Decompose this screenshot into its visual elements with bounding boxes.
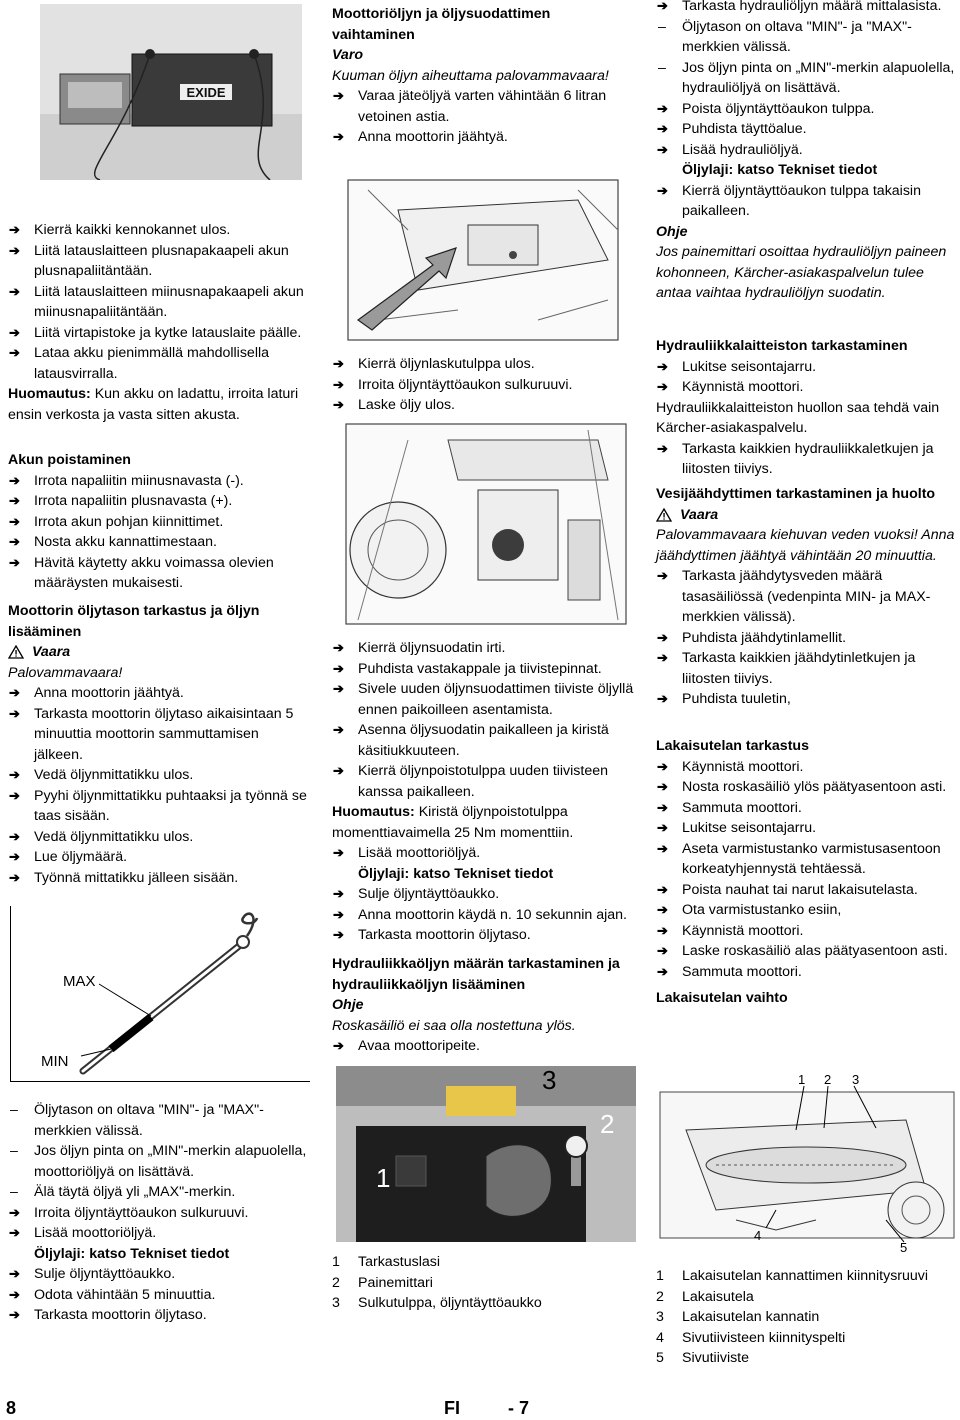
drain-steps (332, 354, 634, 416)
section-heading: Akun poistaminen (8, 452, 131, 468)
engine-oil-drain-figure (338, 170, 628, 350)
note-text: Kun akku on ladattu, irroita laturi ensin verkosta ja vasta sitten akusta. (8, 386, 299, 423)
legend-text: Sivutiiviste (682, 1350, 750, 1366)
note-label: Huomautus: (8, 386, 91, 402)
section-heading: Lakaisutelan tarkastus (656, 738, 809, 754)
svg-text:EXIDE: EXIDE (186, 85, 226, 100)
page-number-left: 8 (6, 1398, 17, 1418)
step-item: ➔ Irroita öljyntäyttöaukon sulkuruuvi. (8, 1203, 308, 1224)
step-item: ➔ Lukitse seisontajarru. (656, 818, 958, 839)
oil-type-note: Öljylaji: katso Tekniset tiedot (34, 1245, 230, 1262)
step-item: ➔ Vedä öljynmittatikku ulos. (8, 827, 308, 848)
callout-2: 2 (824, 1072, 832, 1087)
legend-number: 2 (656, 1288, 664, 1305)
legend-number: 1 (656, 1268, 664, 1284)
warning-text: Palovammavaara! (8, 664, 123, 681)
step-item: ➔ Lisää moottoriöljyä. (8, 1223, 308, 1244)
step-item: ➔ Vedä öljynmittatikku ulos. (8, 765, 308, 786)
step-item: ➔ Liitä virtapistoke ja kytke latauslaite päälle. (8, 323, 308, 344)
legend-item (332, 1273, 634, 1294)
step-item: ➔ Asenna öljysuodatin paikalleen ja kiristä käsitiukkuuteen. (332, 720, 634, 761)
warning-text: Palovammavaara kiehuvan veden vuoksi! Anna jäähdyttimen jäähtyä vähintään 20 minuuttia. (656, 527, 955, 564)
legend-number: 1 (332, 1254, 340, 1270)
note-text: Kiristä öljynpoistotulppa momenttiavaimella 25 Nm momenttiin. (332, 804, 574, 841)
step-item: ➔ Irrota napaliitin plusnavasta (+). (8, 491, 308, 512)
step-item: ➔ Irrota akun pohjan kiinnittimet. (8, 512, 308, 533)
legend-item (332, 1252, 634, 1273)
step-item: ➔ Puhdista tuuletin, (656, 689, 958, 710)
step-item: ➔ Lue öljymäärä. (8, 847, 308, 868)
caution-text: Kuuman öljyn aiheuttama palovammavaara! (332, 67, 609, 84)
oil-change-section (332, 4, 634, 148)
dash-item: – Jos öljyn pinta on „MIN"-merkin alapuolella, hydrauliöljyä on lisättävä. (656, 58, 958, 99)
legend-text: Painemittari (358, 1274, 433, 1291)
step-item: ➔ Kierrä öljynsuodatin irti. (332, 638, 634, 659)
step-item: ➔ Liitä latauslaitteen plusnapakaapeli akun plusnapaliitäntään. (8, 241, 308, 282)
step-item: ➔ Laske roskasäiliö alas päätyasentoon asti. (656, 941, 958, 962)
step-item: ➔ Tarkasta jäähdytysveden määrä tasasäiliössä (vedenpinta MIN- ja MAX-merkkien välissä). (656, 566, 958, 628)
note-paragraph (8, 384, 308, 425)
step-item: ➔ Nosta akku kannattimestaan. (8, 532, 308, 553)
oil-type-note: Öljylaji: katso Tekniset tiedot (358, 865, 554, 882)
step-item: ➔ Tarkasta hydrauliöljyn määrä mittalasista. (656, 0, 958, 17)
note-text: Roskasäiliö ei saa olla nostettuna ylös. (332, 1017, 576, 1034)
step-item: ➔ Aseta varmistustanko varmistusasentoon korkeatyhjennystä tehtäessä. (656, 839, 958, 880)
hydraulic-tank-image (336, 1066, 636, 1242)
battery-charger-photo (40, 4, 302, 180)
section-heading: Hydrauliikkaöljyn määrän tarkastaminen ja hydrauliikkaöljyn lisääminen (332, 956, 620, 993)
callout-4: 4 (754, 1228, 762, 1243)
dipstick-figure (10, 906, 310, 1082)
callout-3: 3 (542, 1066, 557, 1095)
legend-item (656, 1287, 958, 1308)
section-heading: Hydrauliikkalaitteiston tarkastaminen (656, 338, 908, 354)
dash-item: – Älä täytä öljyä yli „MAX"-merkin. (8, 1182, 308, 1203)
section-heading: Lakaisutelan vaihto (656, 990, 788, 1006)
dash-item: – Jos öljyn pinta on „MIN"-merkin alapuolella, moottoriöljyä on lisättävä. (8, 1141, 308, 1182)
hydraulic-system-section (656, 336, 958, 480)
step-item: ➔ Pyyhi öljynmittatikku puhtaaksi ja työnnä se taas sisään. (8, 786, 308, 827)
step-item: ➔ Sivele uuden öljynsuodattimen tiiviste öljyllä ennen paikoilleen asentamista. (332, 679, 634, 720)
step-item: ➔ Tarkasta moottorin öljytaso. (332, 925, 634, 946)
brush-check-section (656, 736, 958, 1009)
dipstick-max-label: MAX (63, 973, 96, 990)
section-heading: Moottoriöljyn ja öljysuodattimen vaihtaminen (332, 6, 551, 43)
step-item: ➔ Anna moottorin käydä n. 10 sekunnin ajan. (332, 905, 634, 926)
callout-5: 5 (900, 1240, 908, 1255)
warning-label: Vaara (680, 506, 719, 523)
step-item: ➔ Lataa akku pienimmällä mahdollisella latausvirralla. (8, 343, 308, 384)
step-item: ➔ Sulje öljyntäyttöaukko. (8, 1264, 308, 1285)
step-item: ➔ Tarkasta kaikkien hydrauliikkaletkujen ja liitosten tiiviys. (656, 439, 958, 480)
callout-1: 1 (376, 1163, 391, 1193)
charging-steps (8, 220, 308, 425)
caution-label: Varo (332, 47, 364, 63)
legend-item (656, 1266, 958, 1287)
legend-number: 3 (332, 1295, 340, 1311)
callout-2: 2 (600, 1109, 615, 1139)
section-heading: Moottorin öljytason tarkastus ja öljyn lisääminen (8, 603, 260, 640)
legend-text: Sivutiivisteen kiinnityspelti (682, 1329, 846, 1346)
note-label: Huomautus: (332, 804, 415, 820)
oil-check-section (8, 601, 308, 888)
page-number-right: - 7 (508, 1398, 530, 1418)
step-item: ➔ Kierrä öljyntäyttöaukon tulppa takaisin paikalleen. (656, 181, 958, 222)
callout-1: 1 (798, 1072, 806, 1087)
battery-removal-section (8, 450, 308, 594)
brush-legend (656, 1266, 958, 1369)
note-paragraph (332, 802, 634, 843)
step-item: ➔ Sulje öljyntäyttöaukko. (332, 884, 634, 905)
hydraulic-check-steps (656, 0, 958, 304)
legend-text: Sulkutulppa, öljyntäyttöaukko (358, 1295, 542, 1311)
step-item: ➔ Käynnistä moottori. (656, 921, 958, 942)
legend-item (656, 1348, 958, 1369)
dipstick-min-label: MIN (41, 1053, 69, 1070)
warning-label: Vaara (32, 644, 71, 660)
legend-number: 3 (656, 1309, 664, 1325)
oil-level-notes (8, 1100, 308, 1326)
step-item: ➔ Laske öljy ulos. (332, 395, 634, 416)
hydraulic-oil-section (332, 954, 634, 1057)
oil-filter-figure (338, 420, 634, 630)
legend-number: 4 (656, 1329, 664, 1346)
legend-number: 5 (656, 1350, 664, 1366)
step-item: ➔ Tarkasta moottorin öljytaso aikaisintaan 5 minuuttia moottorin sammuttamisen jälkeen. (8, 704, 308, 766)
step-item: ➔ Kierrä öljynlaskutulppa ulos. (332, 354, 634, 375)
step-item: ➔ Sammuta moottori. (656, 798, 958, 819)
battery-charger-image (40, 4, 302, 180)
warning-triangle-icon (656, 508, 672, 522)
legend-item (656, 1328, 958, 1349)
step-item: ➔ Varaa jäteöljyä varten vähintään 6 litran vetoinen astia. (332, 86, 634, 127)
section-heading: Vesijäähdyttimen tarkastaminen ja huolto (656, 486, 936, 502)
legend-number: 2 (332, 1274, 340, 1291)
step-item: ➔ Puhdista täyttöalue. (656, 119, 958, 140)
legend-text: Lakaisutelan kannatin (682, 1309, 820, 1325)
step-item: ➔ Irroita öljyntäyttöaukon sulkuruuvi. (332, 375, 634, 396)
legend-item (332, 1293, 634, 1314)
step-item: ➔ Työnnä mittatikku jälleen sisään. (8, 868, 308, 889)
step-item: ➔ Tarkasta moottorin öljytaso. (8, 1305, 308, 1326)
engine-drain-image (338, 170, 628, 350)
legend-text: Lakaisutela (682, 1288, 754, 1305)
step-item: ➔ Käynnistä moottori. (656, 377, 958, 398)
step-item: ➔ Lukitse seisontajarru. (656, 357, 958, 378)
oil-type-note: Öljylaji: katso Tekniset tiedot (682, 162, 878, 178)
legend-text: Lakaisutelan kannattimen kiinnitysruuvi (682, 1268, 929, 1284)
legend-item (656, 1307, 958, 1328)
hydraulic-legend (332, 1252, 634, 1314)
warning-triangle-icon (8, 645, 24, 659)
hydraulic-tank-photo (336, 1066, 636, 1242)
step-item: ➔ Puhdista vastakappale ja tiivistepinnat. (332, 659, 634, 680)
radiator-section (656, 484, 958, 710)
step-item: ➔ Tarkasta kaikkien jäähdytinletkujen ja liitosten tiiviys. (656, 648, 958, 689)
info-text: Hydrauliikkalaitteiston huollon saa tehdä vain Kärcher-asiakaspalvelu. (656, 399, 940, 436)
oil-filter-image (338, 420, 634, 630)
step-item: ➔ Poista öljyntäyttöaukon tulppa. (656, 99, 958, 120)
brush-replacement-figure (656, 1070, 958, 1260)
callout-3: 3 (852, 1072, 860, 1087)
step-item: ➔ Käynnistä moottori. (656, 757, 958, 778)
note-text: Jos painemittari osoittaa hydrauliöljyn paineen kohonneen, Kärcher-asiakaspalvelun tulee antaa vaihtaa hydrauliöljyn suodatin. (656, 244, 947, 301)
step-item: ➔ Anna moottorin jäähtyä. (8, 683, 308, 704)
step-item: ➔ Anna moottorin jäähtyä. (332, 127, 634, 148)
step-item: ➔ Avaa moottoripeite. (332, 1036, 634, 1057)
step-item: ➔ Lisää moottoriöljyä. (332, 843, 634, 864)
dash-item: – Öljytason on oltava "MIN"- ja "MAX"-merkkien välissä. (656, 17, 958, 58)
warning-heading (8, 642, 308, 663)
language-code: FI (444, 1398, 460, 1418)
step-item: ➔ Irrota napaliitin miinusnavasta (-). (8, 471, 308, 492)
step-item: ➔ Liitä latauslaitteen miinusnapakaapeli akun miinusnapaliitäntään. (8, 282, 308, 323)
brush-image (656, 1070, 958, 1260)
step-item: ➔ Lisää hydrauliöljyä. (656, 140, 958, 161)
step-item: ➔ Nosta roskasäiliö ylös päätyasentoon asti. (656, 777, 958, 798)
step-item: ➔ Poista nauhat tai narut lakaisutelasta. (656, 880, 958, 901)
filter-steps (332, 638, 634, 946)
note-label: Ohje (656, 223, 688, 240)
legend-text: Tarkastuslasi (358, 1254, 440, 1270)
dash-item: – Öljytason on oltava "MIN"- ja "MAX"-merkkien välissä. (8, 1100, 308, 1141)
step-item: ➔ Odota vähintään 5 minuuttia. (8, 1285, 308, 1306)
warning-heading (656, 505, 958, 526)
step-item: ➔ Kierrä kaikki kennokannet ulos. (8, 220, 308, 241)
step-item: ➔ Kierrä öljynpoistotulppa uuden tiivisteen kanssa paikalleen. (332, 761, 634, 802)
step-item: ➔ Puhdista jäähdytinlamellit. (656, 628, 958, 649)
step-item: ➔ Ota varmistustanko esiin, (656, 900, 958, 921)
step-item: ➔ Hävitä käytetty akku voimassa olevien määräysten mukaisesti. (8, 553, 308, 594)
note-label: Ohje (332, 997, 364, 1013)
step-item: ➔ Sammuta moottori. (656, 962, 958, 983)
